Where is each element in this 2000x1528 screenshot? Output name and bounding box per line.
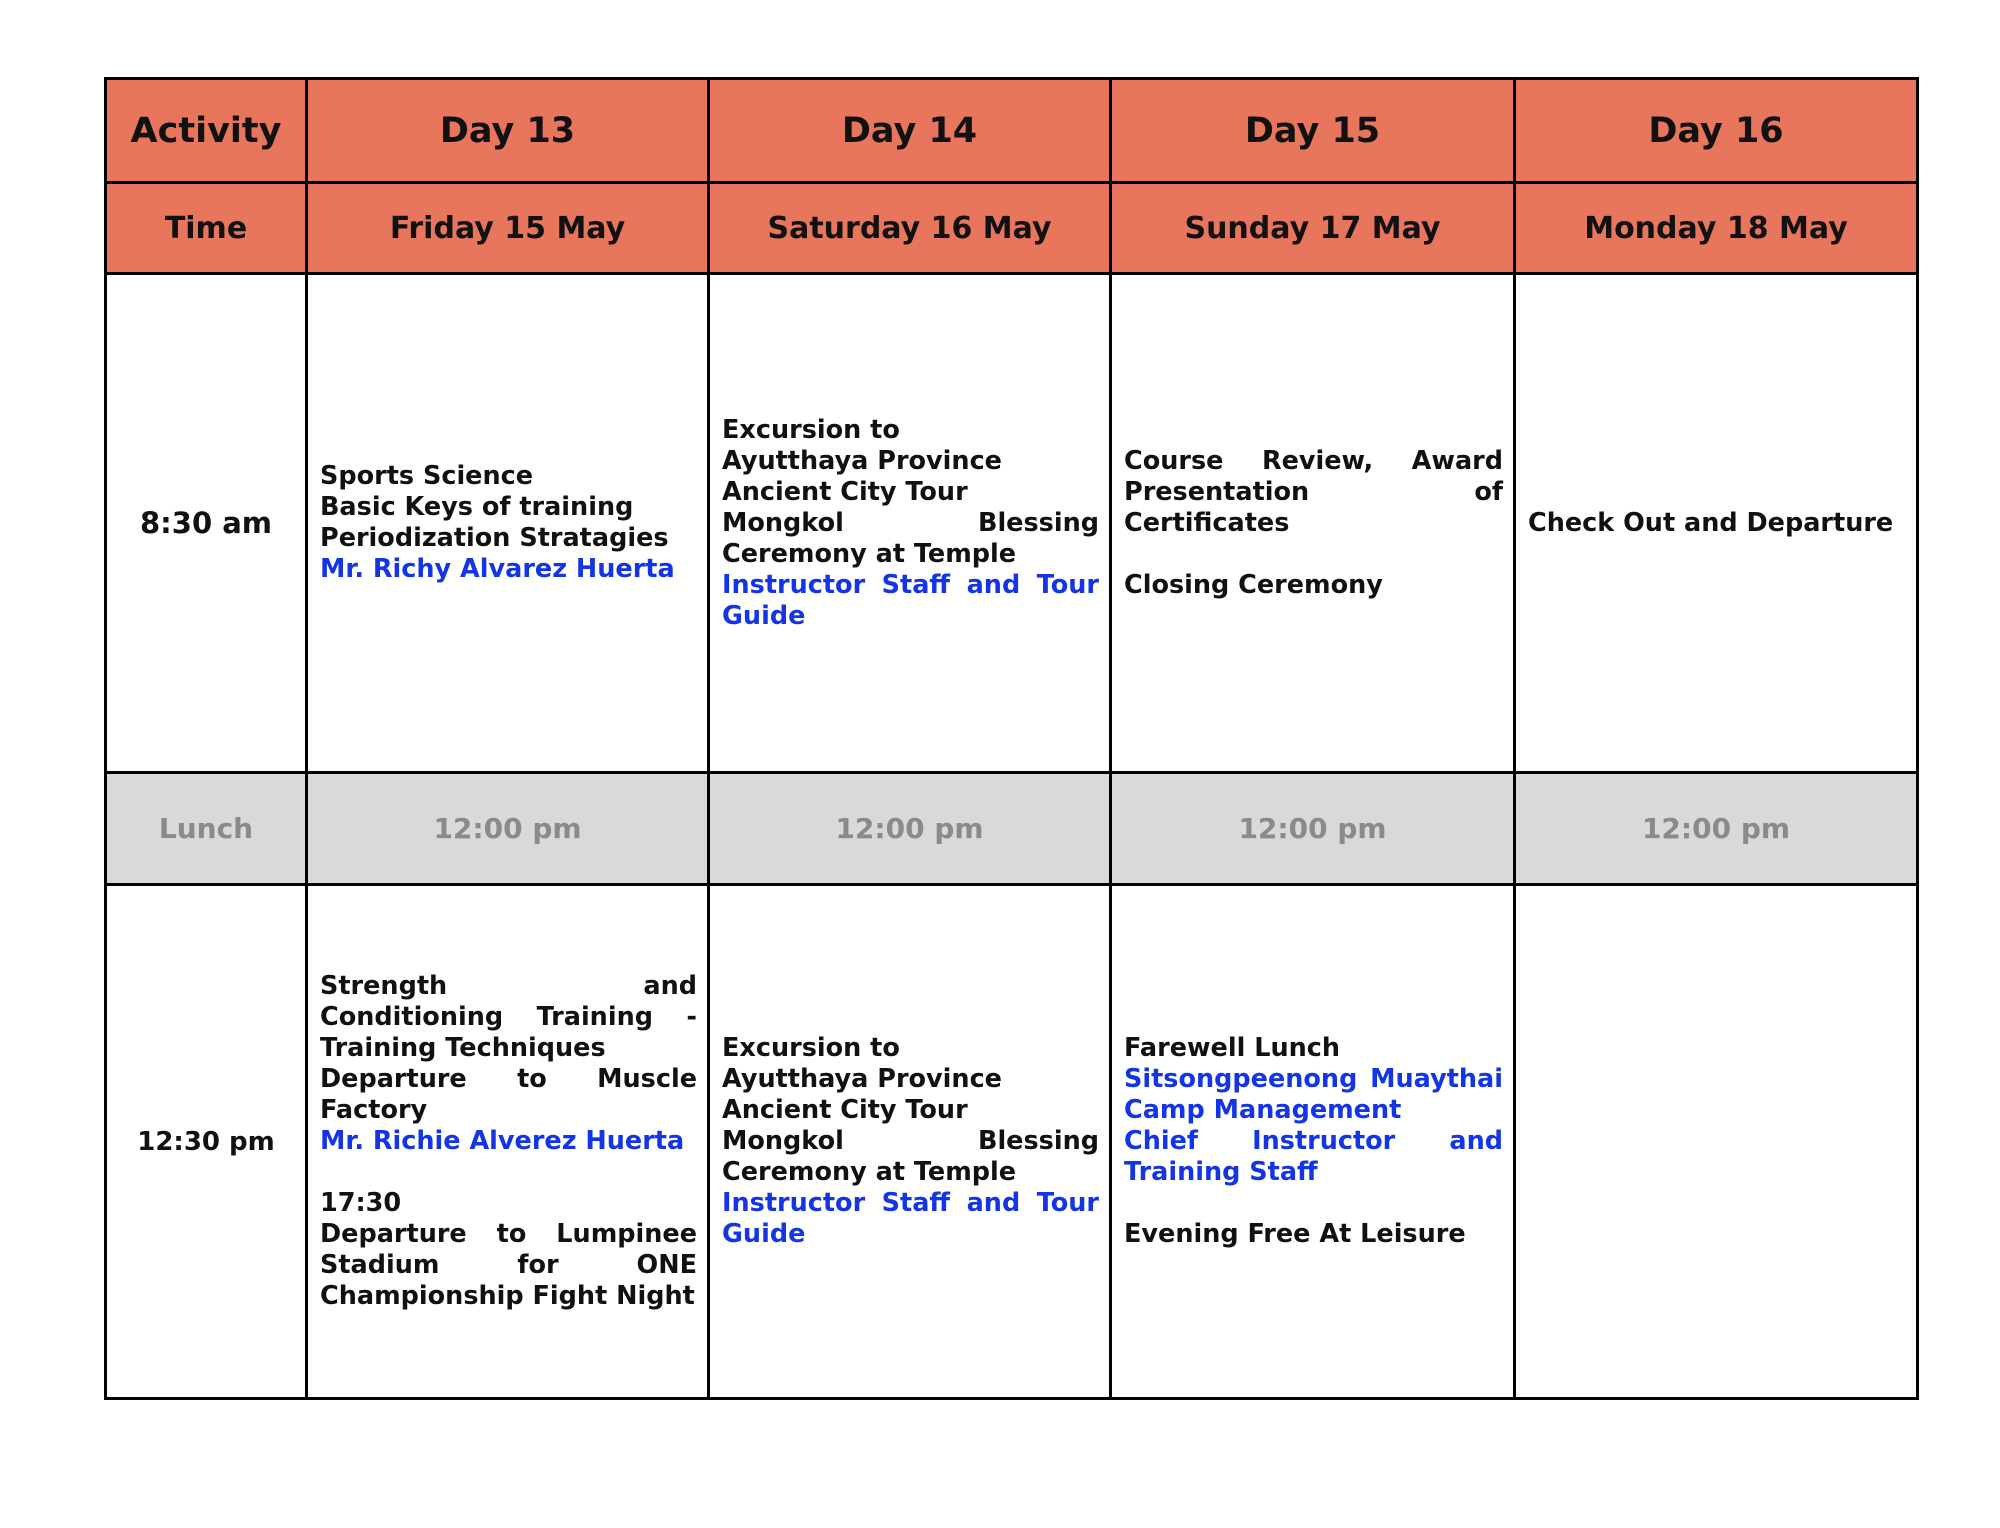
day-14-header: Day 14 bbox=[709, 79, 1111, 183]
instructor-name: Sitsongpeenong Muaythai Camp Management bbox=[1124, 1064, 1503, 1125]
activity-line: Closing Ceremony bbox=[1124, 569, 1383, 600]
activity-line: Mongkol Blessing Ceremony at Temple bbox=[722, 1126, 1099, 1187]
date-sunday: Sunday 17 May bbox=[1111, 183, 1515, 274]
instructor-name: Mr. Richy Alvarez Huerta bbox=[320, 554, 675, 584]
morning-day-14-cell bbox=[709, 274, 1111, 773]
afternoon-time: 12:30 pm bbox=[106, 885, 307, 1399]
lunch-row bbox=[106, 773, 1918, 885]
instructor-name: Instructor Staff and Tour Guide bbox=[722, 569, 1099, 631]
instructor-name: Instructor Staff and Tour Guide bbox=[722, 1188, 1099, 1249]
activity-line: Ancient City Tour bbox=[722, 476, 968, 507]
instructor-name: Mr. Richie Alverez Huerta bbox=[320, 1126, 685, 1156]
activity-line: Basic Keys of training bbox=[320, 492, 634, 522]
activity-line: Ayutthaya Province bbox=[722, 445, 1002, 476]
day-header-row bbox=[106, 79, 1918, 183]
activity-line: Periodization Stratagies bbox=[320, 523, 669, 553]
schedule-table bbox=[104, 77, 1919, 1400]
activity-line: Course Review, Award Presentation of Certificates bbox=[1124, 445, 1503, 538]
date-friday: Friday 15 May bbox=[307, 183, 709, 274]
lunch-time: 12:00 pm bbox=[1515, 773, 1918, 885]
lunch-time: 12:00 pm bbox=[1111, 773, 1515, 885]
day-16-header: Day 16 bbox=[1515, 79, 1918, 183]
activity-line: Sports Science bbox=[320, 461, 534, 491]
time-header: Time bbox=[106, 183, 307, 274]
instructor-name: Chief Instructor and Training Staff bbox=[1124, 1126, 1503, 1187]
activity-line: Excursion to bbox=[722, 414, 900, 445]
date-monday: Monday 18 May bbox=[1515, 183, 1918, 274]
morning-day-13-cell bbox=[307, 274, 709, 773]
day-15-header: Day 15 bbox=[1111, 79, 1515, 183]
day-13-header: Day 13 bbox=[307, 79, 709, 183]
morning-day-15-cell bbox=[1111, 274, 1515, 773]
lunch-label: Lunch bbox=[106, 773, 307, 885]
activity-line: Evening Free At Leisure bbox=[1124, 1219, 1466, 1249]
activity-line: Departure to Lumpinee Stadium for ONE Championship Fight Night bbox=[320, 1219, 697, 1311]
date-saturday: Saturday 16 May bbox=[709, 183, 1111, 274]
date-header-row bbox=[106, 183, 1918, 274]
afternoon-row bbox=[106, 885, 1918, 1399]
afternoon-day-13-cell bbox=[307, 885, 709, 1399]
activity-line: Departure to Muscle Factory bbox=[320, 1064, 697, 1125]
afternoon-day-15-cell bbox=[1111, 885, 1515, 1399]
activity-line: Strength and Conditioning Training - Training Techniques bbox=[320, 971, 697, 1063]
morning-time: 8:30 am bbox=[106, 274, 307, 773]
activity-line: Check Out and Departure bbox=[1528, 507, 1894, 538]
morning-row bbox=[106, 274, 1918, 773]
activity-line: Excursion to bbox=[722, 1033, 900, 1063]
activity-header: Activity bbox=[106, 79, 307, 183]
lunch-time: 12:00 pm bbox=[307, 773, 709, 885]
activity-line: Farewell Lunch bbox=[1124, 1033, 1341, 1063]
afternoon-day-16-cell bbox=[1515, 885, 1918, 1399]
activity-line: Ancient City Tour bbox=[722, 1095, 968, 1125]
lunch-time: 12:00 pm bbox=[709, 773, 1111, 885]
activity-line: Ayutthaya Province bbox=[722, 1064, 1002, 1094]
evening-time: 17:30 bbox=[320, 1188, 402, 1218]
afternoon-day-14-cell bbox=[709, 885, 1111, 1399]
activity-line: Mongkol Blessing Ceremony at Temple bbox=[722, 507, 1099, 569]
morning-day-16-cell bbox=[1515, 274, 1918, 773]
